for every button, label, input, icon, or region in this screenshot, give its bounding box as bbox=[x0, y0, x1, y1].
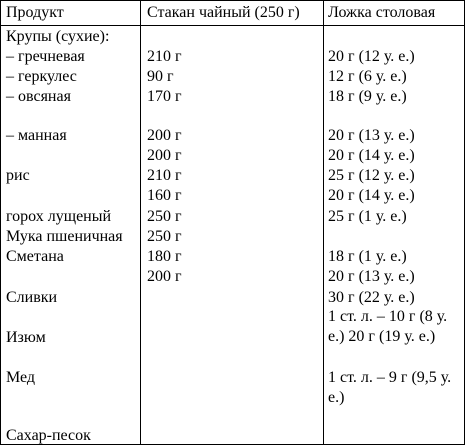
glass-cell: 250 г bbox=[147, 208, 182, 225]
glass-cell: 200 г bbox=[147, 127, 182, 144]
spoon-cell: 25 г (12 у. е.) bbox=[328, 167, 415, 184]
product-cell: – манная bbox=[6, 127, 67, 144]
glass-cell: 200 г bbox=[147, 147, 182, 164]
spoon-cell: 1 ст. л. – 10 г (8 у. е.) 20 г (19 у. е.) bbox=[328, 308, 448, 345]
product-cell: Мука пшеничная bbox=[6, 228, 123, 245]
glass-cell: 180 г bbox=[147, 248, 182, 265]
spoon-cell: 20 г (14 у. е.) bbox=[328, 187, 415, 204]
spoon-cell: 25 г (1 у. е.) bbox=[328, 208, 407, 225]
glass-cell: 250 г bbox=[147, 228, 182, 245]
spoon-cell: 1 ст. л. – 9 г (9,5 у. е.) bbox=[328, 369, 452, 406]
product-cell: Мед bbox=[6, 369, 36, 386]
spoon-cell: 18 г (1 у. е.) bbox=[328, 248, 407, 265]
header-glass: Стакан чайный (250 г) bbox=[147, 4, 300, 21]
header-spoon: Ложка столовая bbox=[328, 4, 436, 21]
spoon-cell: 30 г (22 у. е.) bbox=[328, 289, 415, 306]
glass-cell: 90 г bbox=[147, 68, 174, 85]
header-product: Продукт bbox=[6, 4, 64, 21]
spoon-cell: 20 г (13 у. е.) bbox=[328, 127, 415, 144]
product-cell: Сливки bbox=[6, 289, 58, 306]
spoon-cell: 18 г (9 у. е.) bbox=[328, 88, 407, 105]
glass-cell: 210 г bbox=[147, 167, 182, 184]
product-cell: горох лущеный bbox=[6, 208, 112, 225]
spoon-cell: 20 г (13 у. е.) bbox=[328, 268, 415, 285]
glass-cell: 210 г bbox=[147, 48, 182, 65]
product-cell: Крупы (сухие): bbox=[6, 28, 110, 45]
column-divider-2 bbox=[323, 1, 324, 444]
spoon-cell: 20 г (12 у. е.) bbox=[328, 48, 415, 65]
glass-cell: 200 г bbox=[147, 268, 182, 285]
product-cell: Сахар-песок bbox=[6, 427, 91, 444]
glass-cell: 170 г bbox=[147, 88, 182, 105]
glass-cell: 160 г bbox=[147, 187, 182, 204]
spoon-cell: 20 г (14 у. е.) bbox=[328, 147, 415, 164]
header-divider bbox=[1, 25, 464, 26]
product-cell: рис bbox=[6, 167, 30, 184]
column-divider-1 bbox=[140, 1, 141, 444]
product-cell: – овсяная bbox=[6, 88, 71, 105]
product-cell: Изюм bbox=[6, 329, 46, 346]
spoon-cell: 12 г (6 у. е.) bbox=[328, 68, 407, 85]
product-cell: – геркулес bbox=[6, 68, 77, 85]
product-cell: – гречневая bbox=[6, 48, 85, 65]
product-cell: Сметана bbox=[6, 248, 64, 265]
